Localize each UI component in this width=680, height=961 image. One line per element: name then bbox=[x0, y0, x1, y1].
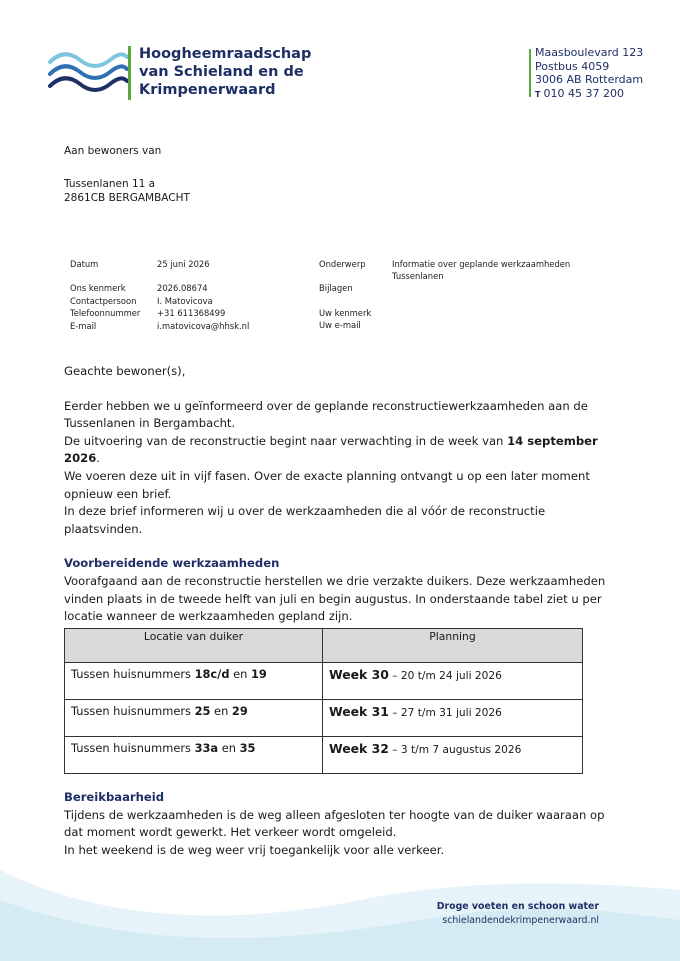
date-range: – 20 t/m 24 juli 2026 bbox=[388, 670, 502, 682]
phone-prefix: T bbox=[535, 89, 541, 99]
p3-line-1: Tijdens de werkzaamheden is de weg alleen afgesloten ter hoogte van de duiker waaraan op bbox=[64, 807, 605, 822]
address-divider bbox=[529, 49, 531, 97]
date-range: – 3 t/m 7 augustus 2026 bbox=[388, 744, 522, 756]
meta-datum-value: 25 juni 2026 bbox=[157, 259, 210, 269]
recipient-line-3: 2861CB BERGAMBACHT bbox=[64, 192, 190, 204]
website-link[interactable]: schielandendekrimpenerwaard.nl bbox=[442, 914, 599, 926]
meta-kenmerk-value: 2026.08674 bbox=[157, 283, 208, 294]
location-prefix: Tussen huisnummers bbox=[71, 741, 195, 755]
meta-contact-label: Contactpersoon bbox=[70, 295, 137, 306]
bereikbaarheid-section bbox=[64, 789, 624, 859]
p2-line-1: Voorafgaand aan de reconstructie herstellen we drie verzakte duikers. Deze werkzaamheden bbox=[64, 573, 606, 588]
footer-slogan bbox=[437, 900, 599, 927]
heading-bereikbaarheid: Bereikbaarheid bbox=[64, 790, 165, 804]
location-cell bbox=[65, 700, 323, 737]
p3-line-3: In het weekend is de weg weer vrij toegankelijk voor alle verkeer. bbox=[64, 842, 445, 857]
column-header-locatie: Locatie van duiker bbox=[65, 629, 323, 663]
letter-body bbox=[64, 363, 624, 626]
location-and: en bbox=[210, 704, 232, 718]
house-number-to: 19 bbox=[250, 667, 267, 681]
meta-labels-right bbox=[319, 258, 371, 332]
table-row bbox=[65, 700, 583, 737]
org-line-2: van Schieland en de bbox=[139, 64, 304, 80]
meta-contact-value: I. Matovicova bbox=[157, 295, 213, 306]
planning-table bbox=[64, 628, 583, 774]
address-street: Maasboulevard 123 bbox=[535, 46, 644, 59]
meta-values-left bbox=[157, 258, 249, 332]
org-line-3: Krimpenerwaard bbox=[139, 82, 276, 98]
house-number-from: 25 bbox=[194, 704, 211, 718]
waves-logo-icon bbox=[48, 48, 128, 100]
meta-values-right bbox=[392, 258, 570, 283]
p1-line-5: opnieuw een brief. bbox=[64, 486, 172, 501]
p1-line-3-end: . bbox=[96, 451, 100, 466]
meta-onderwerp-label: Onderwerp bbox=[319, 259, 366, 269]
house-number-to: 35 bbox=[239, 741, 256, 755]
recipient-line-2: Tussenlanen 11 a bbox=[64, 177, 156, 190]
sender-address bbox=[535, 46, 643, 101]
meta-tel-value: +31 611368499 bbox=[157, 308, 226, 319]
week-number: Week 32 bbox=[329, 741, 389, 756]
meta-kenmerk-label: Ons kenmerk bbox=[70, 283, 126, 294]
meta-email-value: i.matovicova@hhsk.nl bbox=[157, 320, 250, 331]
logo-divider bbox=[128, 46, 131, 100]
location-cell bbox=[65, 663, 323, 700]
p1-line-2: Tussenlanen in Bergambacht. bbox=[64, 416, 236, 431]
p1-line-7: plaatsvinden. bbox=[64, 521, 143, 536]
meta-email-label: E-mail bbox=[70, 320, 97, 331]
location-and: en bbox=[229, 667, 251, 681]
house-number-from: 33a bbox=[194, 741, 219, 755]
p1-line-3 bbox=[64, 433, 624, 468]
p2-line-3: locatie wanneer de werkzaamheden gepland zijn. bbox=[64, 609, 353, 624]
house-number-from: 18c/d bbox=[194, 667, 230, 681]
p2-line-2: vinden plaats in de tweede helft van juli en begin augustus. In onderstaande tabel ziet u per bbox=[64, 591, 602, 606]
location-prefix: Tussen huisnummers bbox=[71, 704, 195, 718]
meta-uwkenmerk-label: Uw kenmerk bbox=[319, 307, 372, 318]
address-postbus: Postbus 4059 bbox=[535, 59, 610, 73]
recipient-block bbox=[64, 144, 190, 206]
start-date: 14 september 2026 bbox=[64, 433, 598, 466]
location-prefix: Tussen huisnummers bbox=[71, 667, 195, 681]
p1-line-1: Eerder hebben we u geïnformeerd over de geplande reconstructiewerkzaamheden aan de bbox=[64, 398, 588, 413]
meta-labels-left bbox=[70, 258, 140, 332]
org-line-1: Hoogheemraadschap bbox=[139, 46, 312, 62]
meta-bijlagen-label: Bijlagen bbox=[319, 283, 353, 294]
planning-cell bbox=[323, 663, 583, 700]
meta-datum-label: Datum bbox=[70, 259, 99, 269]
table-row bbox=[65, 663, 583, 700]
week-number: Week 31 bbox=[329, 704, 389, 719]
organization-name bbox=[139, 45, 311, 99]
location-cell bbox=[65, 737, 323, 774]
p1-line-6: In deze brief informeren wij u over de werkzaamheden die al vóór de reconstructie bbox=[64, 504, 546, 519]
greeting: Geachte bewoner(s), bbox=[64, 364, 186, 378]
address-phone: 010 45 37 200 bbox=[543, 86, 624, 100]
table-header-row bbox=[65, 629, 583, 663]
address-city: 3006 AB Rotterdam bbox=[535, 73, 644, 87]
p1-line-3-text: De uitvoering van de reconstructie begint naar verwachting in de week van bbox=[64, 433, 508, 448]
table-row bbox=[65, 737, 583, 774]
heading-voorbereidende: Voorbereidende werkzaamheden bbox=[64, 556, 280, 571]
week-number: Week 30 bbox=[329, 667, 389, 682]
meta-tel-label: Telefoonnummer bbox=[70, 308, 141, 319]
slogan-text: Droge voeten en schoon water bbox=[436, 901, 599, 912]
recipient-line-1: Aan bewoners van bbox=[64, 145, 162, 157]
meta-uwemail-label: Uw e-mail bbox=[319, 320, 361, 331]
meta-onderwerp-value-2: Tussenlanen bbox=[392, 271, 444, 282]
address-phone-row bbox=[535, 87, 643, 102]
p3-line-2: dat moment wordt gewerkt. Het verkeer wordt omgeleid. bbox=[64, 825, 397, 840]
planning-cell bbox=[323, 737, 583, 774]
planning-cell bbox=[323, 700, 583, 737]
date-range: – 27 t/m 31 juli 2026 bbox=[388, 707, 502, 719]
location-and: en bbox=[218, 741, 240, 755]
house-number-to: 29 bbox=[231, 704, 248, 718]
p1-line-4: We voeren deze uit in vijf fasen. Over de exacte planning ontvangt u op een later moment bbox=[64, 468, 590, 483]
column-header-planning: Planning bbox=[323, 629, 583, 663]
meta-onderwerp-value-1: Informatie over geplande werkzaamheden bbox=[392, 259, 571, 269]
